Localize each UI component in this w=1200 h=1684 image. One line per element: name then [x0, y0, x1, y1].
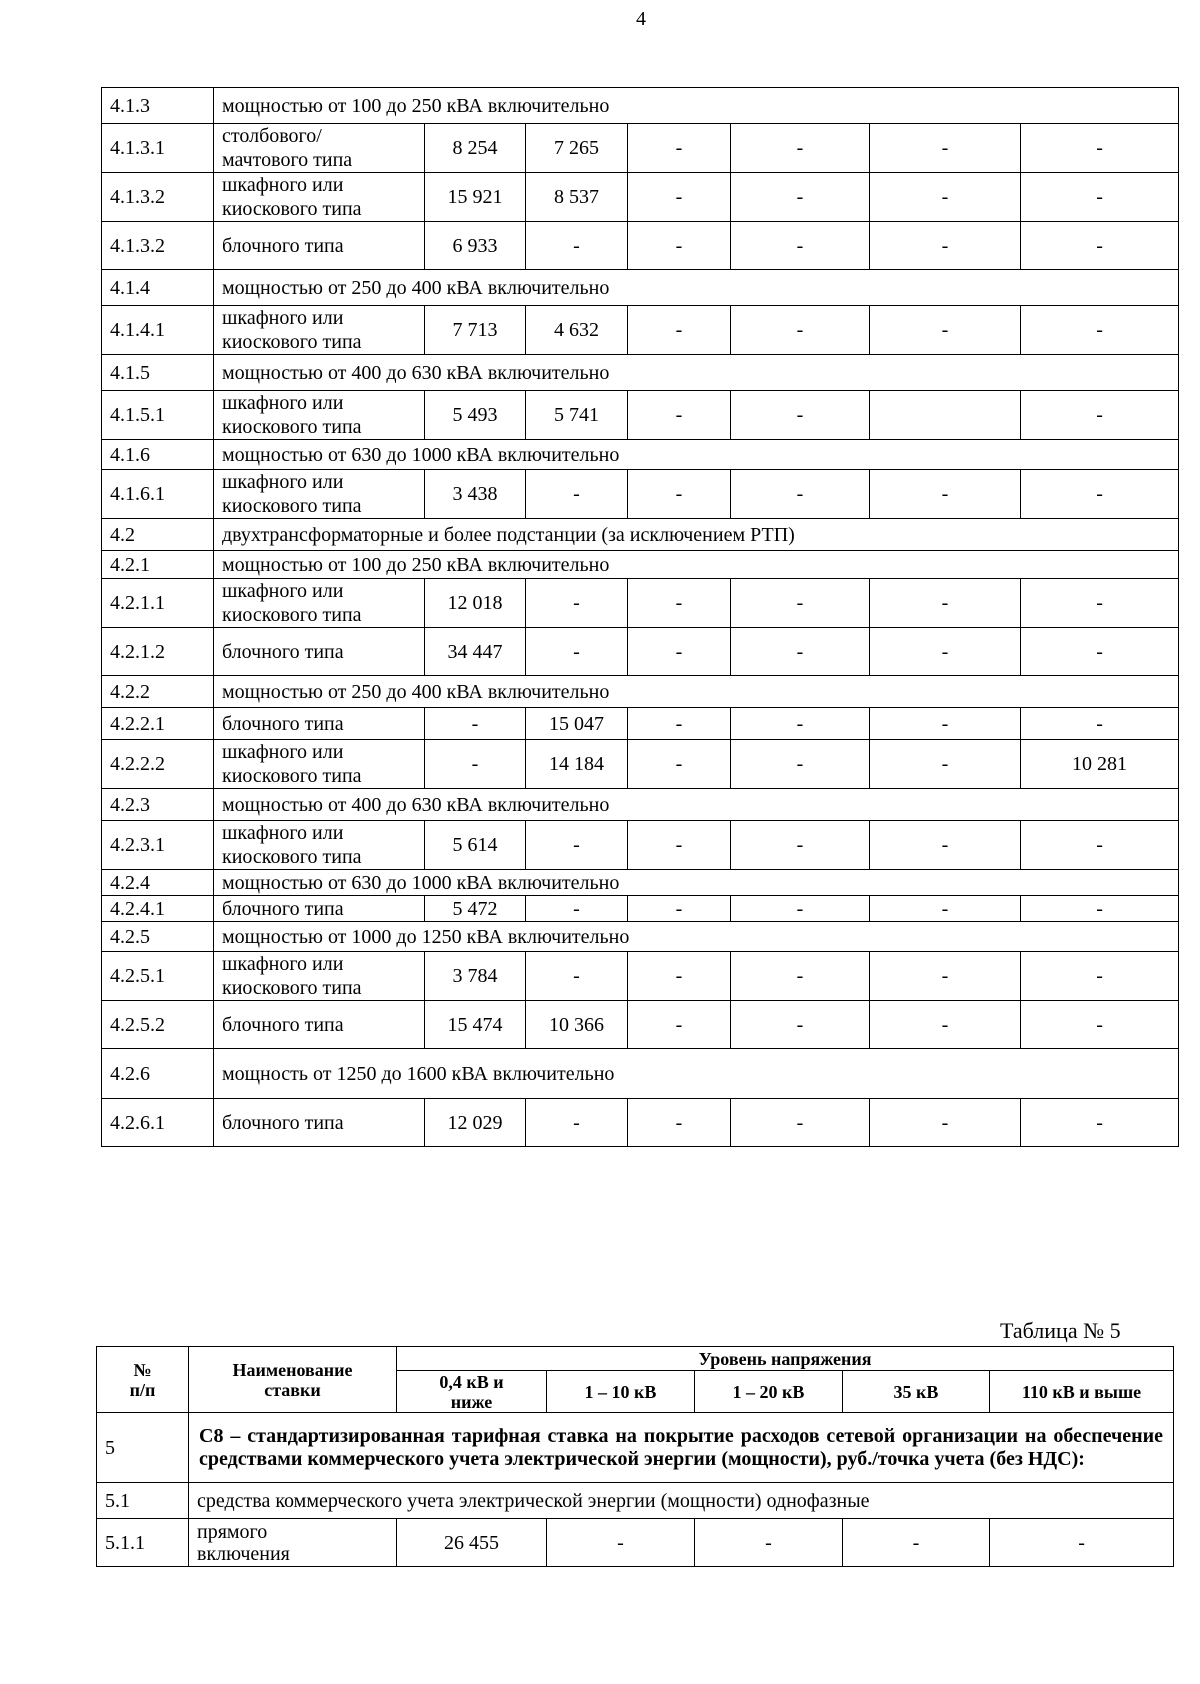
- rate-value: -: [731, 306, 870, 355]
- rate-value: -: [731, 1001, 870, 1049]
- rate-value: -: [870, 952, 1021, 1001]
- substation-type: шкафного или киоскового типа: [214, 821, 425, 870]
- rate-value: -: [695, 1519, 843, 1567]
- section-row: [102, 270, 1179, 306]
- section-title: средства коммерческого учета электрической энергии (мощности) однофазные: [189, 1483, 1174, 1519]
- rate-value: -: [1021, 1099, 1179, 1147]
- row-number: 4.1.4.1: [102, 306, 214, 355]
- rate-value: -: [628, 306, 731, 355]
- row-number: 5.1: [97, 1483, 189, 1519]
- rate-value: -: [1021, 1001, 1179, 1049]
- row-number: 4.1.3: [102, 88, 214, 124]
- row-number: 4.1.3.2: [102, 222, 214, 270]
- section-title: мощностью от 100 до 250 кВА включительно: [214, 88, 1179, 124]
- section-row: [102, 519, 1179, 551]
- row-number: 4.1.3.1: [102, 124, 214, 173]
- substation-type: шкафного или киоскового типа: [214, 173, 425, 222]
- rate-value: 3 438: [425, 470, 526, 519]
- rate-value: -: [870, 124, 1021, 173]
- row-number: 5: [97, 1413, 189, 1483]
- substation-type: блочного типа: [214, 1099, 425, 1147]
- table-row: [102, 821, 1179, 870]
- rate-value: -: [1021, 173, 1179, 222]
- rate-value: 5 741: [526, 391, 628, 440]
- header-voltage: 0,4 кВ и ниже: [397, 1371, 547, 1413]
- row-number: 4.2.3: [102, 789, 214, 821]
- rate-value: 14 184: [526, 740, 628, 789]
- rate-value: -: [1021, 124, 1179, 173]
- substation-type: шкафного или киоскового типа: [214, 579, 425, 628]
- row-number: 4.2.3.1: [102, 821, 214, 870]
- section-row: [102, 355, 1179, 391]
- rate-value: -: [870, 708, 1021, 740]
- rate-value: -: [731, 708, 870, 740]
- substation-type: блочного типа: [214, 708, 425, 740]
- section-title: мощностью от 250 до 400 кВА включительно: [214, 676, 1179, 708]
- section-title: мощность от 1250 до 1600 кВА включительно: [214, 1049, 1179, 1099]
- rate-value: -: [731, 896, 870, 922]
- row-number: 4.1.3.2: [102, 173, 214, 222]
- section-row: [102, 551, 1179, 579]
- rate-value: -: [628, 173, 731, 222]
- rate-value: -: [870, 1001, 1021, 1049]
- section-title: мощностью от 400 до 630 кВА включительно: [214, 355, 1179, 391]
- section-title: мощностью от 100 до 250 кВА включительно: [214, 551, 1179, 579]
- row-number: 4.2.2.2: [102, 740, 214, 789]
- rate-value: -: [425, 708, 526, 740]
- rate-value: -: [731, 470, 870, 519]
- rate-value: -: [731, 821, 870, 870]
- rate-value: -: [731, 222, 870, 270]
- rate-value: -: [628, 222, 731, 270]
- substation-type: шкафного или киоскового типа: [214, 952, 425, 1001]
- section-title: мощностью от 400 до 630 кВА включительно: [214, 789, 1179, 821]
- rate-value: -: [628, 391, 731, 440]
- table-row: [102, 628, 1179, 676]
- rate-value: -: [628, 579, 731, 628]
- rate-value: -: [1021, 952, 1179, 1001]
- rate-value: 5 614: [425, 821, 526, 870]
- table-row: [97, 1519, 1174, 1567]
- rate-value: -: [870, 222, 1021, 270]
- section-title: мощностью от 630 до 1000 кВА включительно: [214, 440, 1179, 470]
- section-row: [102, 789, 1179, 821]
- rate-value: -: [731, 124, 870, 173]
- rate-value: -: [870, 470, 1021, 519]
- row-number: 4.2.2.1: [102, 708, 214, 740]
- table-row: [102, 1001, 1179, 1049]
- rate-value: -: [1021, 306, 1179, 355]
- section-title: двухтрансформаторные и более подстанции (за исключением РТП): [214, 519, 1179, 551]
- rate-value: -: [1021, 222, 1179, 270]
- row-number: 4.1.6: [102, 440, 214, 470]
- rate-value: 26 455: [397, 1519, 547, 1567]
- rate-value: -: [870, 896, 1021, 922]
- section-row: [102, 1049, 1179, 1099]
- rate-value: -: [628, 1001, 731, 1049]
- rate-value: -: [628, 821, 731, 870]
- rate-value: -: [628, 1099, 731, 1147]
- row-number: 4.2.6: [102, 1049, 214, 1099]
- rate-value: -: [870, 579, 1021, 628]
- table-row: [102, 222, 1179, 270]
- header-voltage: 1 – 20 кВ: [695, 1371, 843, 1413]
- rate-value: -: [870, 306, 1021, 355]
- row-number: 4.1.4: [102, 270, 214, 306]
- rate-value: [870, 391, 1021, 440]
- rate-value: -: [731, 579, 870, 628]
- row-number: 4.2.5.1: [102, 952, 214, 1001]
- rate-value: -: [1021, 896, 1179, 922]
- page-number: 4: [636, 8, 646, 30]
- substation-type: блочного типа: [214, 628, 425, 676]
- section-row: [102, 870, 1179, 896]
- row-number: 4.2.1.1: [102, 579, 214, 628]
- rate-value: 15 921: [425, 173, 526, 222]
- section-title: мощностью от 630 до 1000 кВА включительно: [214, 870, 1179, 896]
- header-voltage: 35 кВ: [843, 1371, 990, 1413]
- header-voltage: 110 кВ и выше: [990, 1371, 1174, 1413]
- section-row: [102, 676, 1179, 708]
- rate-value: -: [425, 740, 526, 789]
- row-number: 4.2.6.1: [102, 1099, 214, 1147]
- rate-value: 10 366: [526, 1001, 628, 1049]
- rate-value: -: [731, 628, 870, 676]
- rate-description: С8 – стандартизированная тарифная ставка на покрытие расходов сетевой организации на обеспечение средствами коммерческого учета электрической энергии (мощности), руб./точка учета (без НДС):: [189, 1413, 1174, 1483]
- row-number: 4.2.1.2: [102, 628, 214, 676]
- section-row: [102, 922, 1179, 952]
- table-row: [102, 579, 1179, 628]
- rate-value: -: [731, 740, 870, 789]
- rate-value: -: [628, 124, 731, 173]
- rates-table-5: [96, 1346, 1174, 1567]
- rate-value: -: [628, 708, 731, 740]
- rate-value: 15 047: [526, 708, 628, 740]
- rate-value: -: [731, 952, 870, 1001]
- header-voltage: 1 – 10 кВ: [547, 1371, 695, 1413]
- table-row: [102, 740, 1179, 789]
- rate-value: -: [731, 173, 870, 222]
- rate-value: -: [526, 821, 628, 870]
- section-title: мощностью от 1000 до 1250 кВА включительно: [214, 922, 1179, 952]
- rate-value: -: [547, 1519, 695, 1567]
- row-number: 4.2.5.2: [102, 1001, 214, 1049]
- rate-value: 4 632: [526, 306, 628, 355]
- row-number: 4.1.5.1: [102, 391, 214, 440]
- rate-value: 8 537: [526, 173, 628, 222]
- rate-value: 7 713: [425, 306, 526, 355]
- section-title: мощностью от 250 до 400 кВА включительно: [214, 270, 1179, 306]
- rate-value: 15 474: [425, 1001, 526, 1049]
- table-row: [102, 708, 1179, 740]
- meter-type: прямого включения: [189, 1519, 397, 1567]
- table-row: [102, 952, 1179, 1001]
- header-voltage-level: Уровень напряжения: [397, 1347, 1174, 1371]
- header-rate-name: Наименование ставки: [189, 1347, 397, 1413]
- rate-value: 6 933: [425, 222, 526, 270]
- rate-value: -: [870, 628, 1021, 676]
- rate-value: -: [526, 579, 628, 628]
- substation-type: столбового/ мачтового типа: [214, 124, 425, 173]
- header-number: № п/п: [97, 1347, 189, 1413]
- rate-value: -: [870, 821, 1021, 870]
- rate-value: -: [990, 1519, 1174, 1567]
- row-number: 4.2.4.1: [102, 896, 214, 922]
- rate-value: -: [526, 952, 628, 1001]
- rate-value: -: [526, 470, 628, 519]
- rate-value: -: [628, 896, 731, 922]
- table-row: [102, 391, 1179, 440]
- row-number: 4.2.1: [102, 551, 214, 579]
- rate-value: -: [843, 1519, 990, 1567]
- row-number: 4.2.4: [102, 870, 214, 896]
- table-row: [102, 173, 1179, 222]
- rate-value: -: [526, 896, 628, 922]
- rate-value: 3 784: [425, 952, 526, 1001]
- rate-value: 5 493: [425, 391, 526, 440]
- rate-value: -: [526, 1099, 628, 1147]
- rate-value: 12 018: [425, 579, 526, 628]
- rate-value: 10 281: [1021, 740, 1179, 789]
- row-number: 4.2.5: [102, 922, 214, 952]
- section-row: [102, 88, 1179, 124]
- row-number: 4.2: [102, 519, 214, 551]
- rate-value: -: [1021, 708, 1179, 740]
- rate-value: -: [870, 173, 1021, 222]
- substation-type: шкафного или киоскового типа: [214, 306, 425, 355]
- table-row: [102, 306, 1179, 355]
- table-row: [102, 896, 1179, 922]
- rate-value: -: [628, 628, 731, 676]
- rate-value: 8 254: [425, 124, 526, 173]
- rate-value: -: [870, 1099, 1021, 1147]
- rate-value: -: [731, 1099, 870, 1147]
- table-row: [102, 124, 1179, 173]
- substation-type: шкафного или киоскового типа: [214, 391, 425, 440]
- rate-value: -: [870, 740, 1021, 789]
- rates-table-continued: [101, 87, 1179, 1147]
- substation-type: блочного типа: [214, 896, 425, 922]
- rate-value: -: [628, 952, 731, 1001]
- rate-value: -: [1021, 470, 1179, 519]
- substation-type: блочного типа: [214, 1001, 425, 1049]
- table-row: [102, 470, 1179, 519]
- section-row: [97, 1413, 1174, 1483]
- rate-value: -: [1021, 821, 1179, 870]
- table-row: [102, 1099, 1179, 1147]
- rate-value: -: [526, 628, 628, 676]
- rate-value: 34 447: [425, 628, 526, 676]
- rate-value: -: [731, 391, 870, 440]
- section-row: [102, 440, 1179, 470]
- table-5-caption: Таблица № 5: [1000, 1318, 1121, 1343]
- substation-type: шкафного или киоскового типа: [214, 740, 425, 789]
- section-row: [97, 1483, 1174, 1519]
- rate-value: -: [1021, 579, 1179, 628]
- row-number: 4.1.6.1: [102, 470, 214, 519]
- rate-value: -: [1021, 628, 1179, 676]
- rate-value: 5 472: [425, 896, 526, 922]
- row-number: 5.1.1: [97, 1519, 189, 1567]
- row-number: 4.1.5: [102, 355, 214, 391]
- row-number: 4.2.2: [102, 676, 214, 708]
- rate-value: 12 029: [425, 1099, 526, 1147]
- rate-value: 7 265: [526, 124, 628, 173]
- rate-value: -: [628, 740, 731, 789]
- substation-type: блочного типа: [214, 222, 425, 270]
- rate-value: -: [1021, 391, 1179, 440]
- rate-value: -: [628, 470, 731, 519]
- substation-type: шкафного или киоскового типа: [214, 470, 425, 519]
- rate-value: -: [526, 222, 628, 270]
